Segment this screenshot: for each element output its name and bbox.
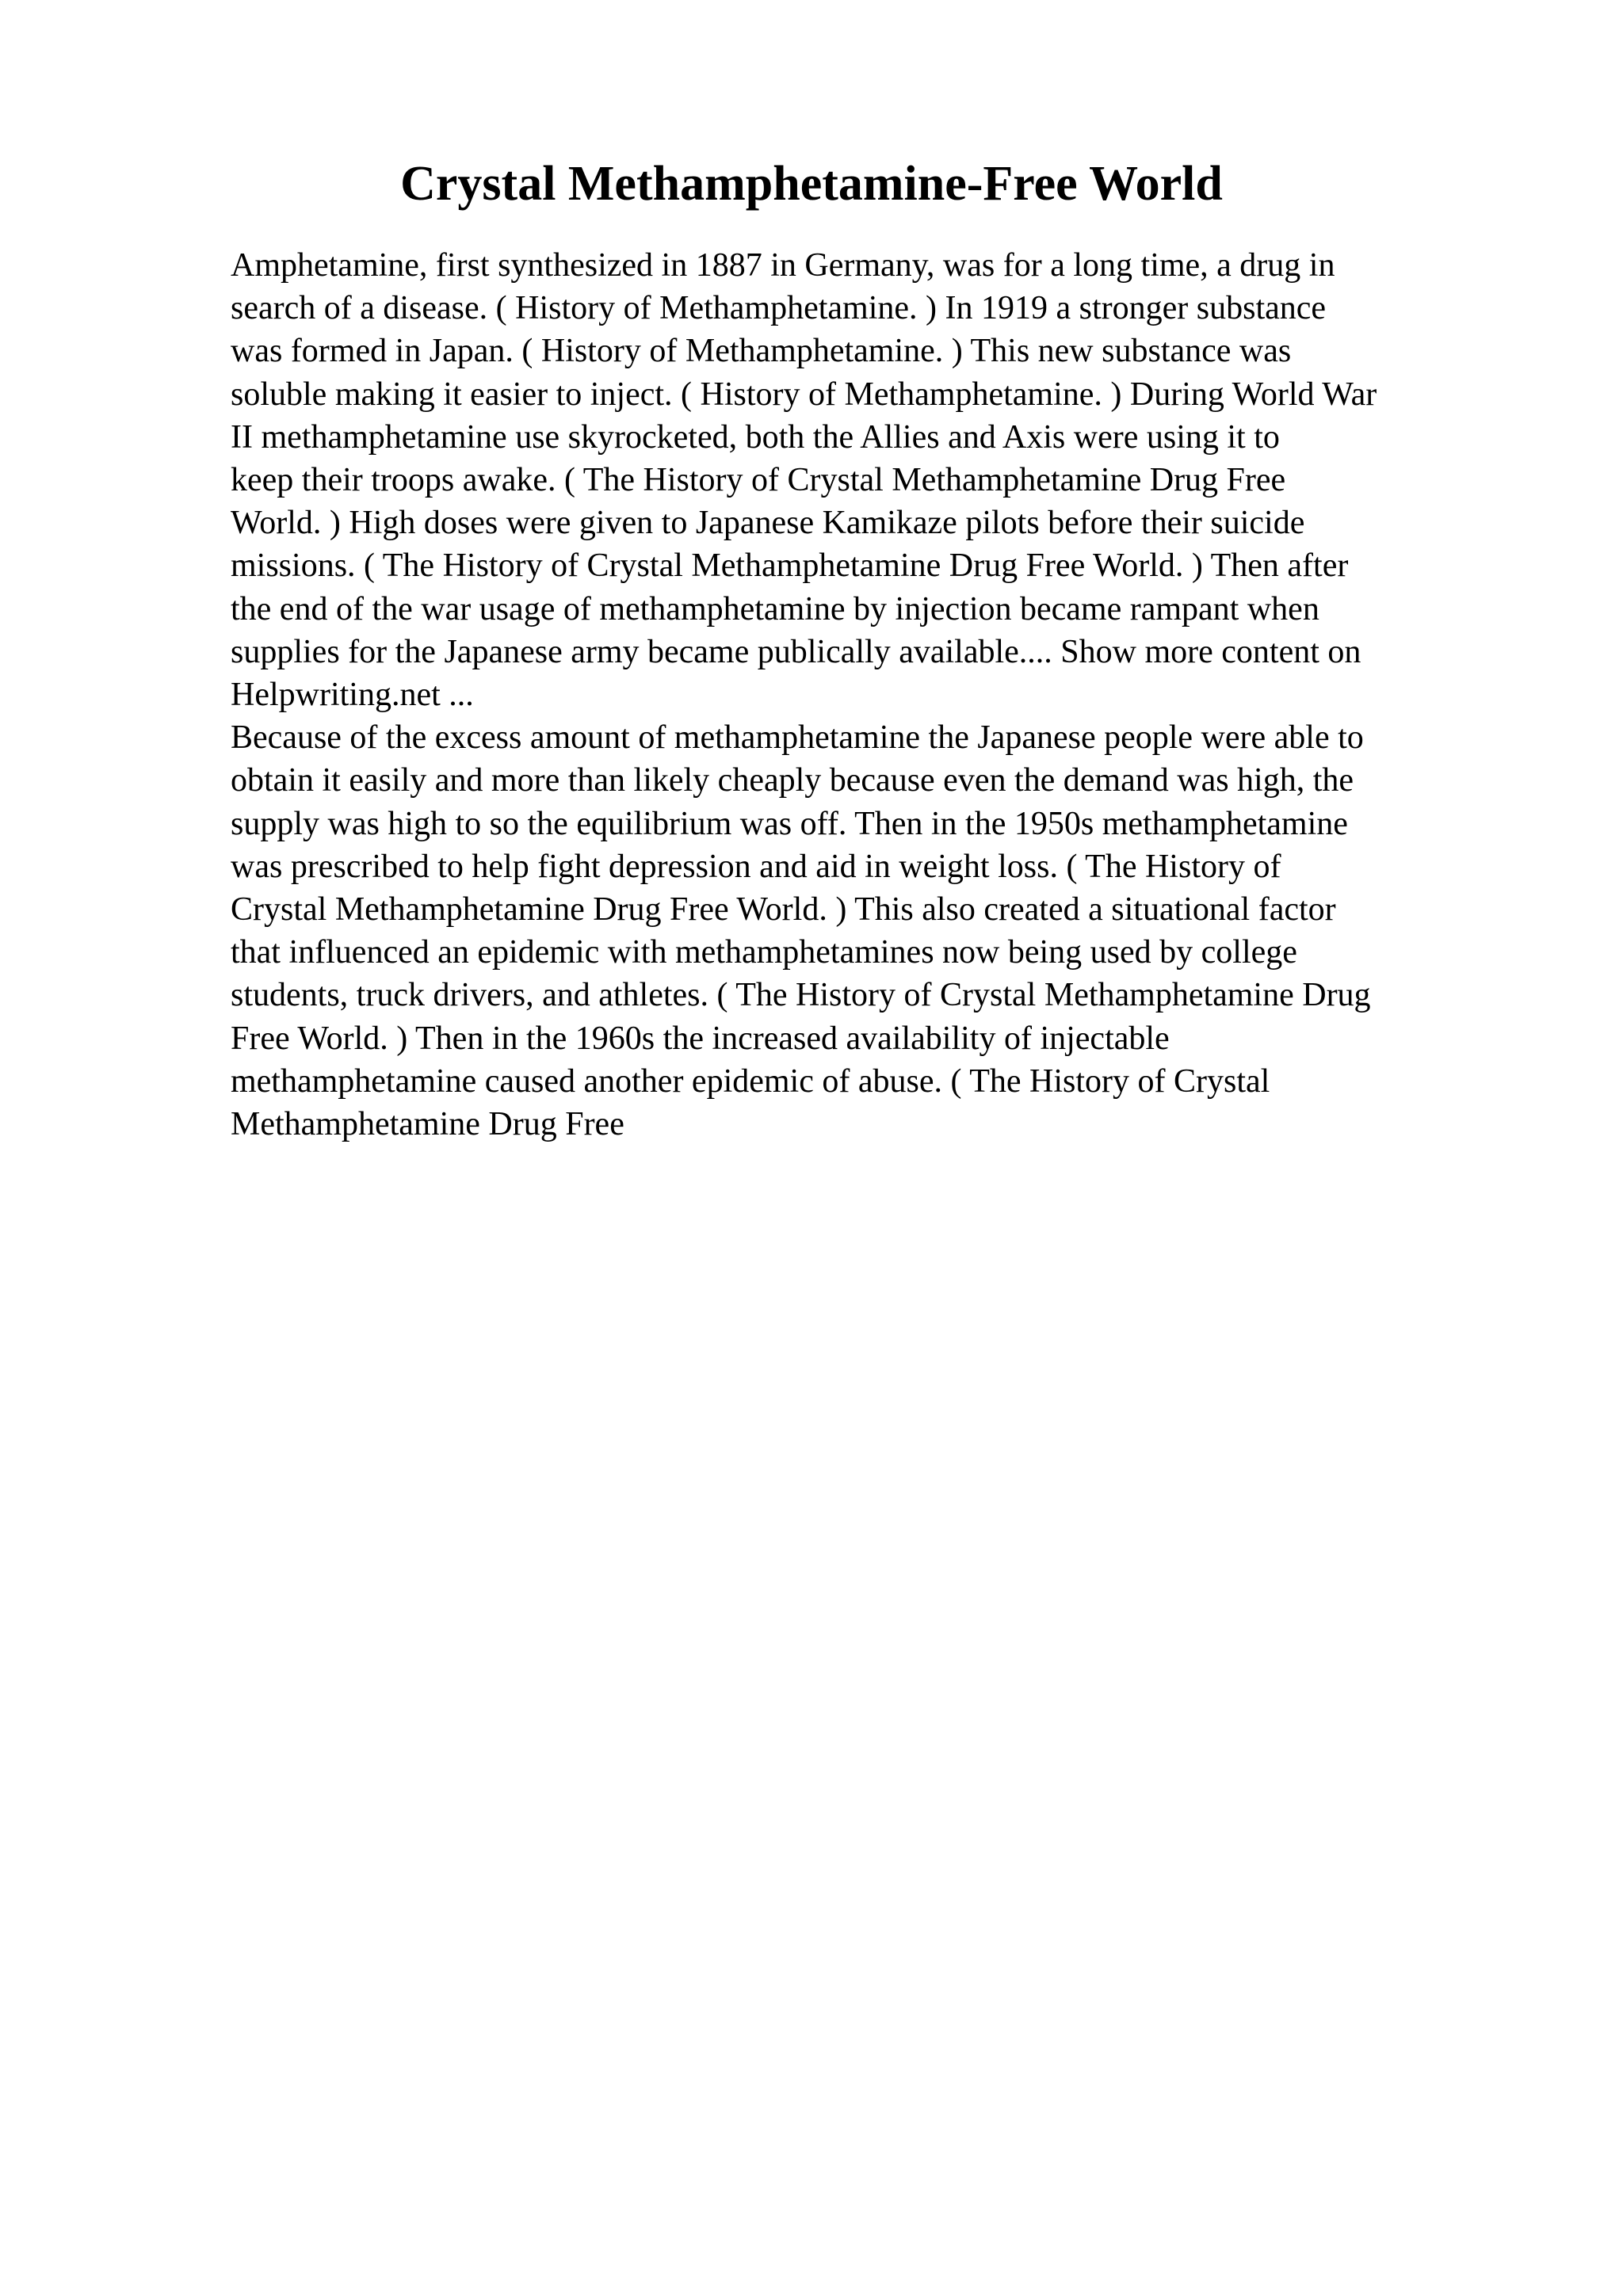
text-line: Methamphetamine Drug Free [231, 1106, 624, 1143]
text-line: supplies for the Japanese army became publically available.... Show more content on [231, 633, 1361, 670]
text-line: soluble making it easier to inject. ( History of Methamphetamine. ) During World War [231, 376, 1377, 413]
text-line: Because of the excess amount of methamphetamine the Japanese people were able to [231, 719, 1364, 757]
text-line: search of a disease. ( History of Methamphetamine. ) In 1919 a stronger substance [231, 290, 1327, 327]
text-line: the end of the war usage of methamphetamine by injection became rampant when [231, 590, 1319, 627]
text-line: Free World. ) Then in the 1960s the increased availability of injectable [231, 1020, 1170, 1057]
text-line: that influenced an epidemic with methamphetamines now being used by college [231, 934, 1297, 971]
text-line: missions. ( The History of Crystal Methamphetamine Drug Free World. ) Then after [231, 547, 1349, 585]
text-line: students, truck drivers, and athletes. ( The History of Crystal Methamphetamine Drug [231, 977, 1371, 1014]
text-line: keep their troops awake. ( The History of Crystal Methamphetamine Drug Free [231, 462, 1286, 499]
document-title: Crystal Methamphetamine-Free World [400, 157, 1223, 211]
text-line: II methamphetamine use skyrocketed, both the Allies and Axis were using it to [231, 418, 1280, 456]
text-line: Crystal Methamphetamine Drug Free World. ) This also created a situational factor [231, 891, 1336, 929]
text-line: methamphetamine caused another epidemic of abuse. ( The History of Crystal [231, 1062, 1270, 1100]
text-line: obtain it easily and more than likely cheaply because even the demand was high, the [231, 762, 1354, 799]
text-line: was prescribed to help fight depression and aid in weight loss. ( The History of [231, 848, 1281, 885]
text-line: Helpwriting.net ... [231, 677, 474, 714]
paragraph-2 [231, 716, 1546, 1146]
text-line: World. ) High doses were given to Japanese Kamikaze pilots before their suicide [231, 505, 1305, 542]
document-body [231, 244, 1546, 1146]
text-line: was formed in Japan. ( History of Methamphetamine. ) This new substance was [231, 333, 1292, 370]
paragraph-1 [231, 244, 1546, 716]
text-line: Amphetamine, first synthesized in 1887 in Germany, was for a long time, a drug in [231, 247, 1335, 284]
text-line: supply was high to so the equilibrium was off. Then in the 1950s methamphetamine [231, 805, 1348, 842]
